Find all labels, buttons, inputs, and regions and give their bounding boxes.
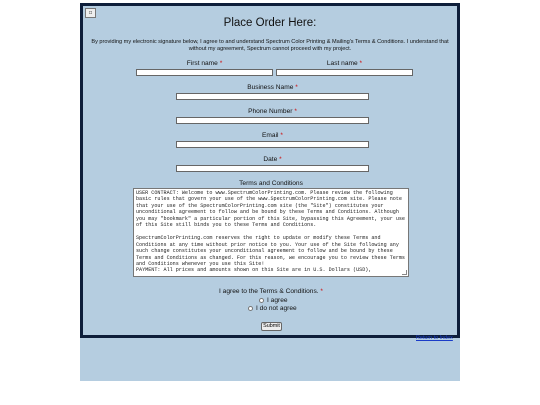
form-title: Place Order Here: [223, 17, 317, 29]
business-name-label: Business Name * [247, 84, 298, 91]
terms-paragraph: USER CONTRACT: Welcome to www.SpectrumColorPrinting.com. Please review the following basic rules that govern your use of the www.SpectrumColorPrinting.com site. Please note that your use of the SpectrumColorPrinting.com site (the "Site") constitutes your unconditional agreement to follow and be bound by these Terms and Conditions. Although you may "bookmark" a particular portion of this Site, bypassing this Agreement, your use of this Site still binds you to these Terms and Conditions. [136, 190, 409, 229]
submit-button[interactable]: Submit [261, 322, 282, 331]
terms-textarea[interactable] [133, 188, 409, 277]
email-input[interactable] [176, 141, 369, 148]
required-marker: * [280, 132, 283, 139]
disagree-radio[interactable] [248, 306, 253, 311]
required-marker: * [295, 84, 298, 91]
agreement-intro-text: By providing my electronic signature below, I agree to and understand Spectrum Color Printing & Mailing's Terms & Conditions. I understand that without my agreement, Spectrum cannot proceed with my project. [91, 39, 449, 53]
order-form-panel [80, 3, 460, 338]
disagree-option-label: I do not agree [256, 305, 297, 312]
return-to-index-link[interactable]: Return to Index [416, 335, 453, 341]
required-marker: * [219, 60, 223, 67]
resize-handle-icon[interactable] [402, 270, 407, 275]
first-name-label: First name * [186, 60, 223, 67]
required-marker: * [320, 288, 323, 295]
date-input[interactable] [176, 165, 369, 172]
business-name-input[interactable] [176, 93, 369, 100]
terms-paragraph: SpectrumColorPrinting.com reserves the right to update or modify these Terms and Conditions at any time without prior notice to you. Your use of the Site following any such change constitutes your unconditional agreement to follow and be bound by these Terms and Conditions as changed. For this reason, we encourage you to review these Terms and Conditions whenever you use this Site! PAYMENT: All prices and amounts shown on this Site are in U.S. Dollars (USD), [136, 235, 405, 274]
last-name-input[interactable] [276, 69, 413, 76]
agree-radio[interactable] [259, 298, 264, 303]
agree-question-label: I agree to the Terms & Conditions. * [219, 288, 323, 295]
terms-heading: Terms and Conditions [239, 180, 303, 187]
broken-image-icon: ▫ [85, 8, 96, 18]
first-name-input[interactable] [136, 69, 273, 76]
date-label: Date * [263, 156, 282, 163]
required-marker: * [359, 60, 363, 67]
required-marker: * [294, 108, 297, 115]
agree-option-label: I agree [267, 297, 288, 304]
phone-number-input[interactable] [176, 117, 369, 124]
email-label: Email * [262, 132, 283, 139]
required-marker: * [279, 156, 282, 163]
phone-number-label: Phone Number * [248, 108, 297, 115]
last-name-label: Last name * [326, 60, 363, 67]
